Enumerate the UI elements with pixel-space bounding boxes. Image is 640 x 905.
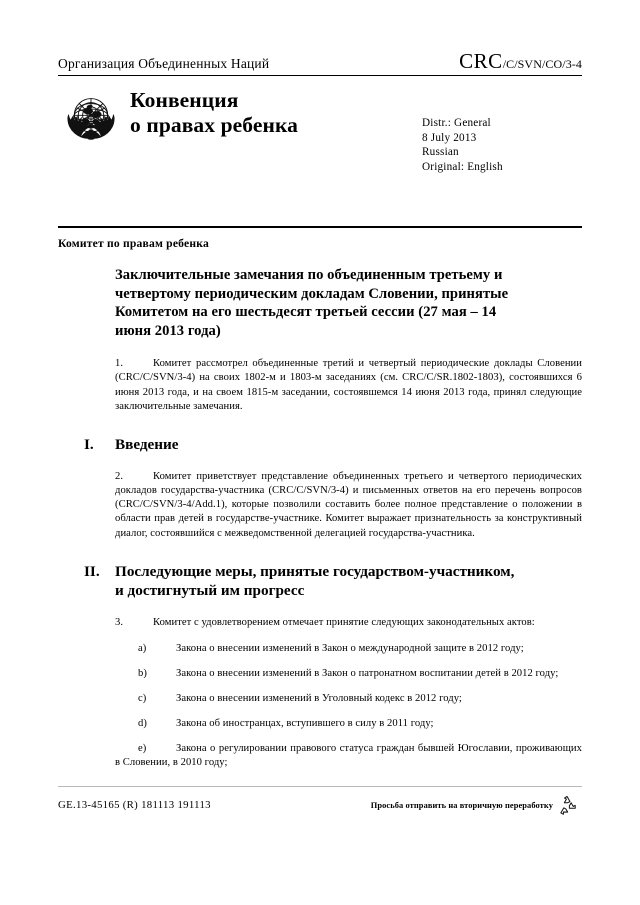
section-numeral: II. xyxy=(84,562,100,580)
recycle-notice xyxy=(371,794,578,816)
section-numeral: I. xyxy=(84,435,94,453)
convention-title xyxy=(130,88,298,138)
committee-name: Комитет по правам ребенка xyxy=(58,237,209,250)
distribution-date: 8 July 2013 xyxy=(422,131,477,144)
distribution-block xyxy=(422,116,503,174)
list-item xyxy=(115,667,582,681)
section-title: Последующие меры, принятые государством-участником, и достигнутый им прогресс xyxy=(115,562,515,600)
masthead-divider xyxy=(58,75,582,76)
header-bottom-rule xyxy=(58,226,582,228)
paragraph-number: 1. xyxy=(115,358,124,370)
list-item-text: Закона об иностранцах, вступившего в силу в 2011 году; xyxy=(176,717,434,729)
masthead-body xyxy=(58,82,582,180)
paragraph-1 xyxy=(115,357,582,413)
un-emblem-icon xyxy=(60,88,122,150)
masthead xyxy=(58,50,582,180)
paragraph-text: Комитет приветствует представление объединенных третьего и четвертого периодических докладов государства-участника (CRC/C/SVN/3-4) и письменных ответов на его перечень вопросов (CRC/C/SVN/3-4/Add.1), которые позволили составить более полное представление о положении в области прав детей в государстве-участнике. Комитет выражает признательность за конструктивный диалог, состоявшийся с межведомственной делегацией государства-участника. xyxy=(115,471,582,539)
section-heading-2 xyxy=(84,562,582,601)
convention-title-line1: Конвенция xyxy=(130,88,239,112)
paragraph-text: Комитет рассмотрел объединенные третий и четвертый периодические доклады Словении (CRC/C/SVN/3-4) на своих 1802-м и 1803-м заседаниях (см. CRC/C/SR.1802-1803), состоявшихся 6 июня 2013 года, и на своем 1815-м заседании, состоявшемся 14 июня 2013 года, принял следующие заключительные замечания. xyxy=(115,358,582,412)
recycle-icon xyxy=(556,794,578,816)
list-item-letter: a) xyxy=(138,642,147,654)
list-item-text: Закона о регулировании правового статуса граждан бывшей Югославии, проживающих в Словении, в 2010 году; xyxy=(115,742,582,768)
section-heading-1 xyxy=(84,435,582,454)
paragraph-text: Комитет с удовлетворением отмечает принятие следующих законодательных актов: xyxy=(153,617,535,629)
section-title: Введение xyxy=(115,435,179,453)
list-item-letter: e) xyxy=(138,742,147,754)
list-item-text: Закона о внесении изменений в Уголовный кодекс в 2012 году; xyxy=(176,692,462,704)
page-footer xyxy=(58,794,582,816)
paragraph-number: 2. xyxy=(115,471,124,483)
job-number: GE.13-45165 (R) 181113 191113 xyxy=(58,799,211,811)
list-item xyxy=(115,742,582,770)
symbol-series: CRC xyxy=(459,49,503,73)
masthead-top-row xyxy=(58,50,582,72)
paragraph-number: 3. xyxy=(115,617,124,629)
list-item-letter: b) xyxy=(138,667,147,679)
list-item-letter: c) xyxy=(138,692,147,704)
list-item-text: Закона о внесении изменений в Закон о патронатном воспитании детей в 2012 году; xyxy=(176,667,559,679)
symbol-suffix: /C/SVN/CO/3-4 xyxy=(502,57,582,71)
distribution-language: Russian xyxy=(422,146,459,159)
recycle-text: Просьба отправить на вторичную переработку xyxy=(370,800,553,810)
page-title: Заключительные замечания по объединенным третьему и четвертому периодическим докладам Словении, принятые Комитетом на его шестьдесят третьей сессии (27 мая – 14 июня 2013 года) xyxy=(115,267,509,339)
list-item-letter: d) xyxy=(138,717,147,729)
distribution-type: Distr.: General xyxy=(422,117,491,129)
paragraph-3 xyxy=(115,616,582,630)
list-item xyxy=(115,692,582,706)
document-symbol xyxy=(459,49,582,73)
document-content xyxy=(58,266,582,770)
list-item-text: Закона о внесении изменений в Закон о международной защите в 2012 году; xyxy=(176,642,524,654)
paragraph-2 xyxy=(115,470,582,540)
list-item xyxy=(115,717,582,731)
convention-title-line2: о правах ребенка xyxy=(130,113,299,137)
distribution-original: Original: English xyxy=(422,160,503,173)
footer-divider xyxy=(58,786,582,787)
list-item xyxy=(115,642,582,656)
organization-name: Организация Объединенных Наций xyxy=(58,56,270,71)
